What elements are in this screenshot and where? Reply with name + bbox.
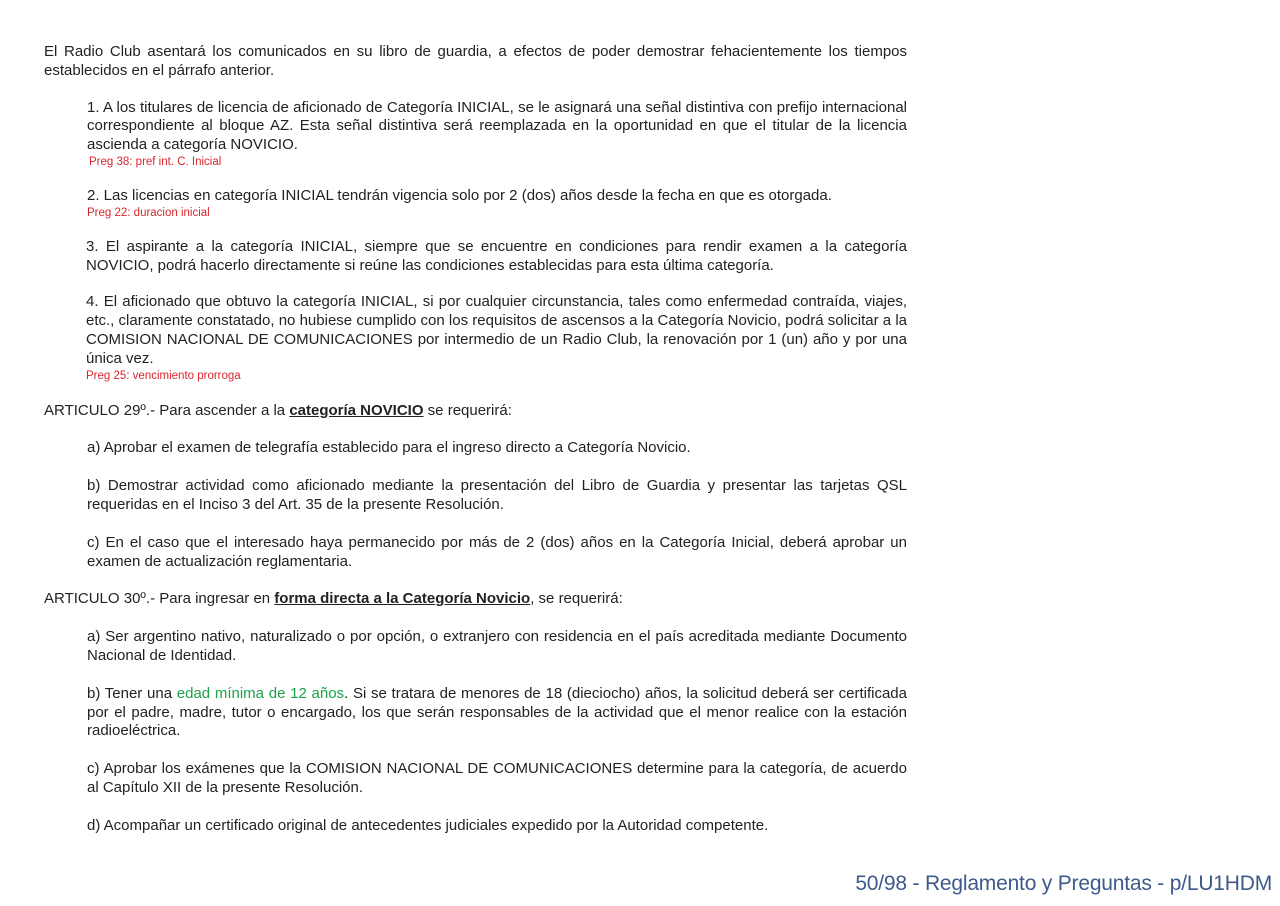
article-item-text: c) En el caso que el interesado haya permanecido por más de 2 (dos) años en la Categoría Inicial, deberá aprobar un examen de actualización reglamentaria. — [87, 533, 907, 570]
article-29-prefix: ARTICULO 29º.- Para ascender a la — [44, 401, 290, 419]
article-item-text: c) Aprobar los exámenes que la COMISION NACIONAL DE COMUNICACIONES determine para la categoría, de acuerdo al Capítulo XII de la presente Resolución. — [87, 760, 907, 796]
document-page — [44, 43, 907, 836]
item-b-prefix: b) Tener una — [87, 684, 177, 702]
inicial-item-text: 4. El aficionado que obtuvo la categoría INICIAL, si por cualquier circunstancia, tales como enfermedad contraída, viajes, etc., claramente constatado, no hubiese cumplido con los requisitos de ascensos a la Categoría Novicio, podrá solicitar a la COMISION NACIONAL DE COMUNICACIONES por intermedio de un Radio Club, la renovación por 1 (un) año y por una única vez. — [86, 293, 907, 367]
intro-paragraph: El Radio Club asentará los comunicados en su libro de guardia, a efectos de poder demostrar fehacientemente los tiempos establecidos en el párrafo anterior. — [44, 43, 907, 79]
article-29-item-b — [87, 477, 907, 515]
article-30-item-c — [87, 760, 907, 798]
article-30-emphasis: forma directa a la Categoría Novicio — [274, 590, 531, 608]
article-29-item-a — [87, 439, 907, 458]
question-note: Preg 38: pref int. C. Inicial — [89, 155, 222, 168]
article-item-text: b) Demostrar actividad como aficionado mediante la presentación del Libro de Guardia y presentar las tarjetas QSL requeridas en el Inciso 3 del Art. 35 de la presente Resolución. — [87, 477, 907, 513]
article-item-text: a) Aprobar el examen de telegrafía establecido para el ingreso directo a Categoría Novicio. — [87, 439, 691, 457]
inicial-item-text: 2. Las licencias en categoría INICIAL tendrán vigencia solo por 2 (dos) años desde la fecha en que es otorgada. — [87, 186, 832, 204]
inicial-item-text: 1. A los titulares de licencia de aficionado de Categoría INICIAL, se le asignará una señal distintiva con prefijo internacional correspondiente al bloque AZ. Esta señal distintiva será reemplazada en la oportunidad en que el titular de la licencia ascienda a categoría NOVICIO. — [87, 98, 907, 154]
article-29-suffix: se requerirá: — [423, 401, 512, 419]
article-30-item-b — [87, 685, 907, 741]
page-footer: 50/98 - Reglamento y Preguntas - p/LU1HDM — [855, 872, 1272, 895]
article-30-item-d — [87, 817, 907, 836]
article-29-item-c — [87, 534, 907, 572]
question-note: Preg 25: vencimiento prorroga — [86, 369, 241, 382]
article-30-suffix: , se requerirá: — [530, 590, 623, 608]
inicial-item-2 — [87, 187, 907, 220]
inicial-item-4 — [86, 293, 907, 382]
article-30-item-a — [87, 628, 907, 666]
article-30-prefix: ARTICULO 30º.- Para ingresar en — [44, 590, 275, 608]
article-29-heading — [44, 402, 907, 421]
minimum-age-highlight: edad mínima de 12 años — [176, 684, 345, 702]
inicial-item-1 — [87, 99, 907, 169]
article-30-heading — [44, 590, 907, 609]
article-item-text — [87, 685, 907, 741]
question-note: Preg 22: duracion inicial — [87, 206, 210, 219]
article-29-emphasis: categoría NOVICIO — [289, 401, 424, 419]
article-item-text: a) Ser argentino nativo, naturalizado o por opción, o extranjero con residencia en el país acreditada mediante Documento Nacional de Identidad. — [87, 628, 907, 664]
item-b-suffix: . Si se tratara de menores de 18 (dieciocho) años, la solicitud deberá ser certificada por el padre, madre, tutor o encargado, los que serán responsables de la actividad que el menor realice con la estación radioeléctrica. — [87, 684, 907, 740]
inicial-item-text: 3. El aspirante a la categoría INICIAL, siempre que se encuentre en condiciones para rendir examen a la categoría NOVICIO, podrá hacerlo directamente si reúne las condiciones establecidas para esta última categoría. — [86, 237, 907, 274]
article-item-text: d) Acompañar un certificado original de antecedentes judiciales expedido por la Autoridad competente. — [87, 816, 769, 834]
inicial-item-3 — [86, 238, 907, 276]
